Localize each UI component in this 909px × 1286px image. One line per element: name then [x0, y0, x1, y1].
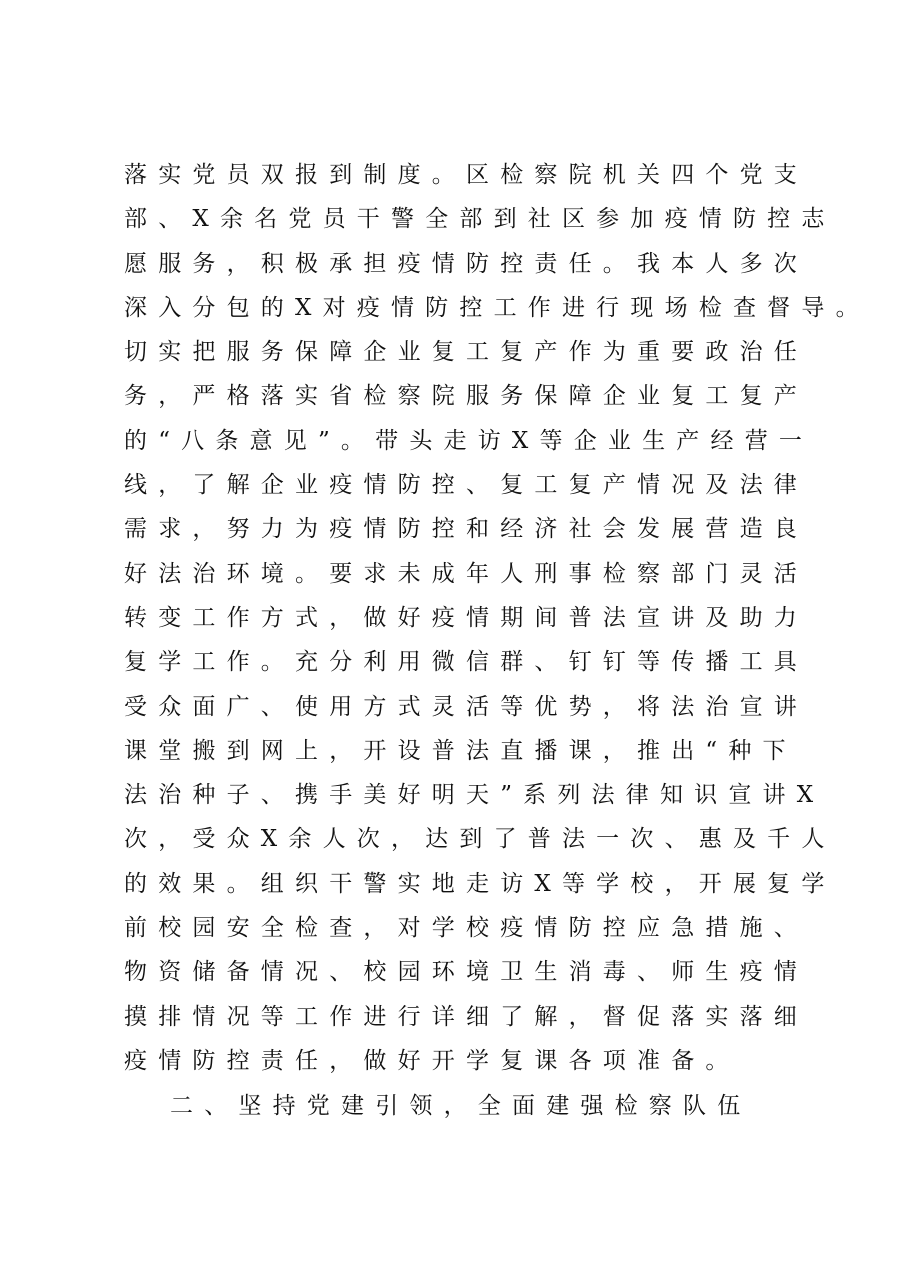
text-line: 务，严格落实省检察院服务保障企业复工复产 [124, 383, 808, 410]
text-line: 法治种子、携手美好明天”系列法律知识宣讲X [124, 782, 825, 809]
text-line: 部、X余名党员干警全部到社区参加疫情防控志 [124, 206, 836, 233]
text-line: 前校园安全检查，对学校疫情防控应急措施、 [124, 915, 808, 942]
text-line: 转变工作方式，做好疫情期间普法宣讲及助力 [124, 604, 808, 631]
text-line: 的“八条意见”。带头走访X等企业生产经营一 [124, 427, 814, 454]
text-line: 摸排情况等工作进行详细了解，督促落实落细 [124, 1003, 808, 1030]
text-line: 复学工作。充分利用微信群、钉钉等传播工具 [124, 649, 808, 676]
text-line: 好法治环境。要求未成年人刑事检察部门灵活 [124, 560, 808, 587]
text-line: 物资储备情况、校园环境卫生消毒、师生疫情 [124, 959, 808, 986]
text-line: 受众面广、使用方式灵活等优势，将法治宣讲 [124, 693, 808, 720]
text-line: 疫情防控责任，做好开学复课各项准备。 [124, 1047, 740, 1074]
text-line: 的效果。组织干警实地走访X等学校，开展复学 [124, 870, 836, 897]
section-heading: 二、坚持党建引领，全面建强检察队伍 [170, 1093, 752, 1119]
text-line: 线，了解企业疫情防控、复工复产情况及法律 [124, 472, 808, 499]
text-line: 课堂搬到网上，开设普法直播课，推出“种下 [124, 737, 797, 764]
text-line: 愿服务，积极承担疫情防控责任。我本人多次 [124, 250, 808, 277]
body-paragraph [124, 153, 870, 1083]
text-line: 深入分包的X对疫情防控工作进行现场检查督导。 [124, 294, 870, 321]
text-line: 落实党员双报到制度。区检察院机关四个党支 [124, 162, 808, 188]
text-line: 次，受众X余人次，达到了普法一次、惠及千人 [124, 826, 836, 853]
text-line: 需求，努力为疫情防控和经济社会发展营造良 [124, 516, 808, 543]
text-line: 切实把服务保障企业复工复产作为重要政治任 [124, 339, 808, 366]
